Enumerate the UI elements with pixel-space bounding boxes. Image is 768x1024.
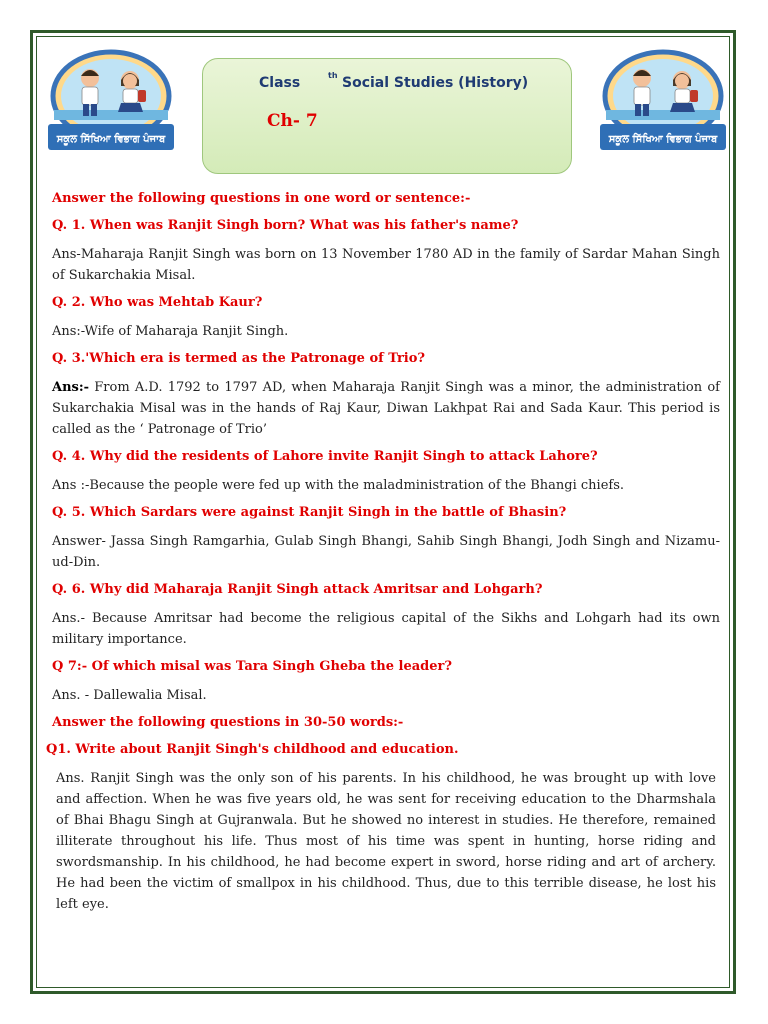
question-4: Q. 4. Why did the residents of Lahore invite Ranjit Singh to attack Lahore? xyxy=(52,449,598,464)
answer-7: Ans. - Dallewalia Misal. xyxy=(52,688,207,703)
class-superscript: th xyxy=(328,71,338,80)
chapter-label: Ch- 7 xyxy=(267,111,318,131)
header-title-box xyxy=(202,58,572,174)
answer-3-text: From A.D. 1792 to 1797 AD, when Maharaja Ranjit Singh was a minor, the administration of Sukarchakia Misal was in the hands of Raj Kaur, Diwan Lakhpat Rai and Sada Kaur. This period is called as the ‘ Patronage of Trio’ xyxy=(52,380,720,437)
question-6: Q. 6. Why did Maharaja Ranjit Singh attack Amritsar and Lohgarh? xyxy=(52,582,543,597)
long-answer-1: Ans. Ranjit Singh was the only son of his parents. In his childhood, he was brought up with love and affection. When he was five years old, he was sent for receiving education to the Dharmshala of Bhai Bhagu Singh at Gujranwala. But he showed no interest in studies. He therefore, remained illiterate throughout his life. Thus most of his time was spent in hunting, horse riding and swordsmanship. In his childhood, he had become expert in sword, horse riding and art of archery. He had been the victim of smallpox in his childhood. Thus, due to this terrible disease, he lost his left eye. xyxy=(56,771,716,912)
question-answer-content xyxy=(46,190,720,915)
question-5: Q. 5. Which Sardars were against Ranjit Singh in the battle of Bhasin? xyxy=(52,505,567,520)
section-heading-long-answers: Answer the following questions in 30-50 words:- xyxy=(52,715,404,730)
long-question-1: Q1. Write about Ranjit Singh's childhood and education. xyxy=(46,742,459,757)
school-education-punjab-logo-left xyxy=(46,48,176,156)
question-7: Q 7:- Of which misal was Tara Singh Gheba the leader? xyxy=(52,659,452,674)
question-2: Q. 2. Who was Mehtab Kaur? xyxy=(52,295,263,310)
school-education-punjab-logo-right xyxy=(598,48,728,156)
answer-2: Ans:-Wife of Maharaja Ranjit Singh. xyxy=(52,324,289,339)
answer-5: Answer- Jassa Singh Ramgarhia, Gulab Singh Bhangi, Sahib Singh Bhangi, Jodh Singh and Nizamu-ud-Din. xyxy=(52,534,720,570)
answer-1: Ans-Maharaja Ranjit Singh was born on 13 November 1780 AD in the family of Sardar Mahan Singh of Sukarchakia Misal. xyxy=(52,247,720,283)
answer-3 xyxy=(52,377,720,440)
answer-4: Ans :-Because the people were fed up with the maladministration of the Bhangi chiefs. xyxy=(52,478,625,493)
answer-3-prefix: Ans:- xyxy=(52,380,90,395)
class-label: Class xyxy=(259,75,301,91)
svg-text:ਸਕੂਲ ਸਿੱਖਿਆ ਵਿਭਾਗ ਪੰਜਾਬ: ਸਕੂਲ ਸਿੱਖਿਆ ਵਿਭਾਗ ਪੰਜਾਬ xyxy=(608,134,718,145)
svg-text:ਸਕੂਲ ਸਿੱਖਿਆ ਵਿਭਾਗ ਪੰਜਾਬ: ਸਕੂਲ ਸਿੱਖਿਆ ਵਿਭਾਗ ਪੰਜਾਬ xyxy=(56,134,166,145)
question-3: Q. 3.'Which era is termed as the Patronage of Trio? xyxy=(52,351,426,366)
answer-6: Ans.- Because Amritsar had become the religious capital of the Sikhs and Lohgarh had its own military importance. xyxy=(52,611,720,647)
question-1: Q. 1. When was Ranjit Singh born? What was his father's name? xyxy=(52,218,519,233)
section-heading-short-answers: Answer the following questions in one word or sentence:- xyxy=(52,191,471,206)
subject-title: Social Studies (History) xyxy=(342,75,529,91)
